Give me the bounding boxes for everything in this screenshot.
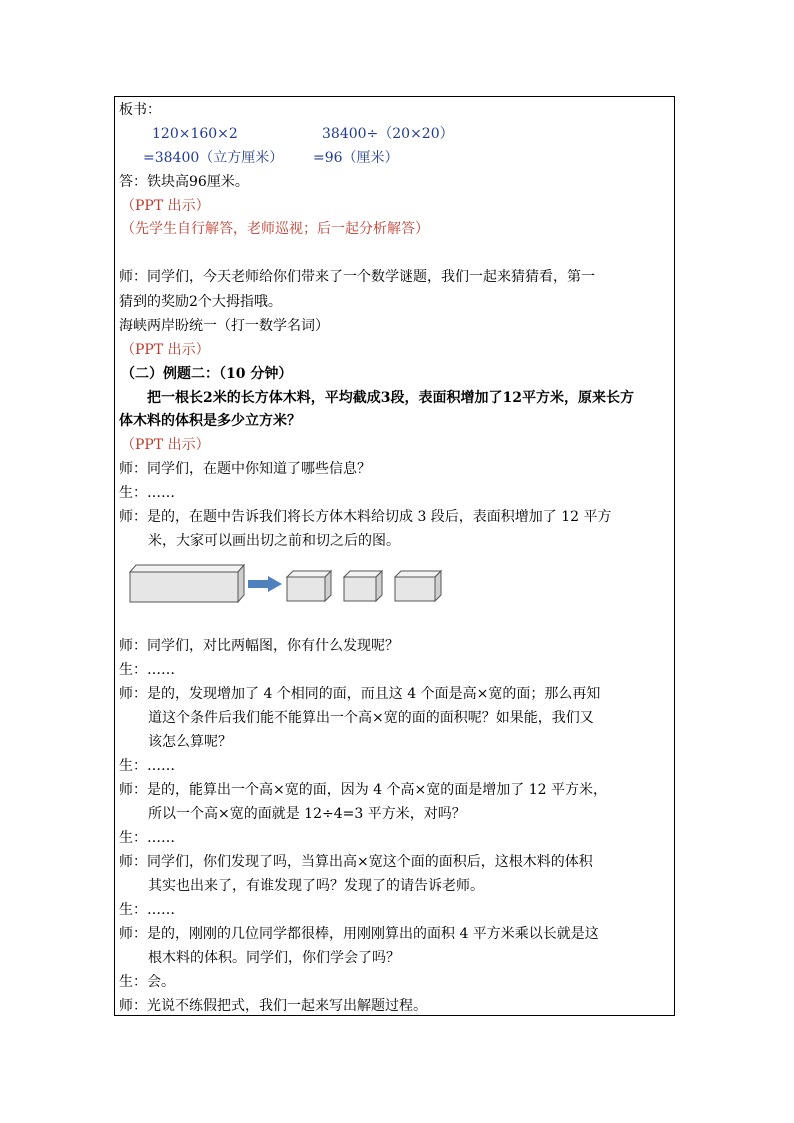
student-line: 生：…… (119, 485, 175, 501)
teacher-line: 师：同学们，你们发现了吗，当算出高×宽这个面的面积后，这根木料的体积 (119, 854, 593, 870)
student-line: 生：…… (119, 662, 175, 678)
teacher-line-cont: 其实也出来了，有谁发现了吗？发现了的请告诉老师。 (148, 878, 484, 894)
answer-line: 答：铁块高96厘米。 (119, 174, 249, 190)
problem-text: 把一根长2米的长方体木料，平均截成3段，表面积增加了12平方米，原来长方 (147, 390, 634, 406)
example2-heading: （二）例题二：（10 分钟） (121, 366, 293, 382)
calc1-step1: 120×160×2 (152, 126, 238, 142)
ppt-note: （PPT 出示） (121, 198, 210, 214)
teacher-line-cont: 猜到的奖励2个大拇指哦。 (119, 294, 282, 310)
riddle-line: 海峡两岸盼统一（打一数学名词） (119, 318, 329, 334)
teacher-line: 师：是的，刚刚的几位同学都很棒，用刚刚算出的面积 4 平方米乘以长就是这 (119, 926, 599, 942)
teacher-line: 师：光说不练假把式，我们一起来写出解题过程。 (119, 998, 427, 1014)
self-solve-note: （先学生自行解答，老师巡视；后一起分析解答） (121, 221, 429, 237)
problem-text-cont: 体木料的体积是多少立方米？ (119, 413, 301, 429)
cut-piece-shape (287, 571, 331, 601)
calc2-step2: =96（厘米） (313, 150, 399, 166)
cut-piece-shape (395, 571, 441, 601)
student-line: 生：…… (119, 902, 175, 918)
cut-cuboid-figure (126, 560, 456, 608)
teacher-line: 师：是的，发现增加了 4 个相同的面，而且这 4 个面是高×宽的面；那么再知 (119, 686, 601, 702)
teacher-line-cont: 道这个条件后我们能不能算出一个高×宽的面的面积呢？如果能，我们又 (148, 710, 594, 726)
ppt-note: （PPT 出示） (121, 437, 210, 453)
teacher-line: 师：是的，能算出一个高×宽的面，因为 4 个高×宽的面是增加了 12 平方米， (119, 782, 607, 798)
teacher-line-cont: 根木料的体积。同学们，你们学会了吗？ (148, 950, 400, 966)
teacher-line-cont: 米，大家可以画出切之前和切之后的图。 (148, 533, 400, 549)
teacher-line: 师：同学们，在题中你知道了哪些信息？ (119, 461, 371, 477)
cut-piece-shape (344, 571, 382, 601)
teacher-line-cont: 所以一个高×宽的面就是 12÷4=3 平方米，对吗？ (148, 806, 466, 822)
student-line: 生：…… (119, 758, 175, 774)
long-cuboid-shape (130, 565, 244, 602)
ppt-note: （PPT 出示） (121, 342, 210, 358)
student-line: 生：会。 (119, 974, 175, 990)
calc1-step2: =38400（立方厘米） (143, 150, 284, 166)
calc2-step1: 38400÷（20×20） (322, 126, 454, 142)
student-line: 生：…… (119, 830, 175, 846)
teacher-line: 师：同学们，今天老师给你们带来了一个数学谜题，我们一起来猜猜看，第一 (119, 269, 595, 285)
arrow-icon (248, 576, 282, 592)
teacher-line: 师：是的，在题中告诉我们将长方体木料给切成 3 段后，表面积增加了 12 平方 (119, 509, 612, 525)
teacher-line: 师：同学们，对比两幅图，你有什么发现呢？ (119, 638, 399, 654)
board-title: 板书： (119, 102, 161, 118)
teacher-line-cont: 该怎么算呢？ (148, 734, 232, 750)
